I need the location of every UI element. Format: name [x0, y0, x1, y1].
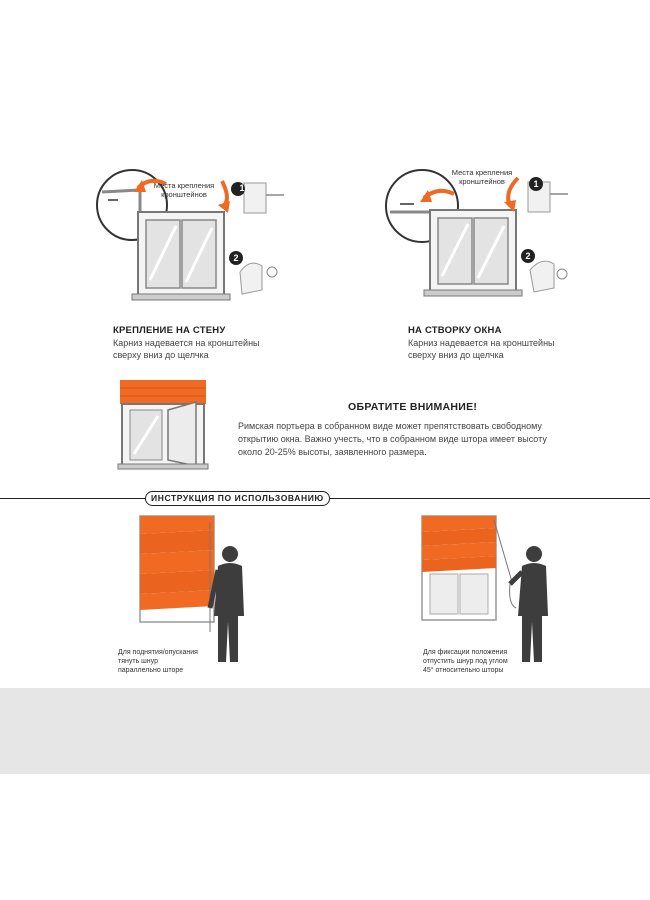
attention-line-1: Римская портьера в собранном виде может препятствовать свободному [238, 421, 542, 431]
fix-instruction-3: 45° относительно шторы [423, 667, 504, 674]
raise-instruction-1: Для поднятия/опускания [118, 649, 198, 656]
sash-mount-text-2: сверху вниз до щелчка [408, 350, 504, 360]
wall-mount-text-2: сверху вниз до щелчка [113, 350, 209, 360]
open-window-illustration [118, 380, 228, 470]
wall-mount-title: КРЕПЛЕНИЕ НА СТЕНУ [113, 325, 226, 336]
footer-band [0, 688, 650, 774]
wall-callout: Места крепления кронштейнов [153, 181, 215, 199]
wall-mount-text-1: Карниз надевается на кронштейны [113, 338, 260, 348]
instructions-label: ИНСТРУКЦИЯ ПО ИСПОЛЬЗОВАНИЮ [145, 491, 330, 506]
attention-line-3: около 20-25% высоты, заявленного размера. [238, 447, 427, 457]
raise-instruction-3: параллельно шторе [118, 667, 184, 674]
fix-instruction-1: Для фиксации положения [423, 649, 508, 656]
fix-instruction-2: отпустить шнур под углом [423, 658, 508, 665]
sash-mount-title: НА СТВОРКУ ОКНА [408, 325, 502, 336]
sash-step1-number: 1 [533, 179, 539, 189]
wall-bracket-step1 [218, 175, 288, 225]
attention-title: ОБРАТИТЕ ВНИМАНИЕ! [348, 401, 478, 413]
sash-callout: Места крепления кронштейнов [451, 168, 513, 186]
attention-line-2: открытию окна. Важно учесть, что в собранном виде штора имеет высоту [238, 434, 547, 444]
wall-step2-number: 2 [233, 253, 239, 263]
wall-step1-number: 1 [239, 183, 245, 193]
sash-mount-text-1: Карниз надевается на кронштейны [408, 338, 555, 348]
raise-instruction-2: тянуть шнур [118, 658, 158, 665]
sash-step2-number: 2 [525, 251, 531, 261]
